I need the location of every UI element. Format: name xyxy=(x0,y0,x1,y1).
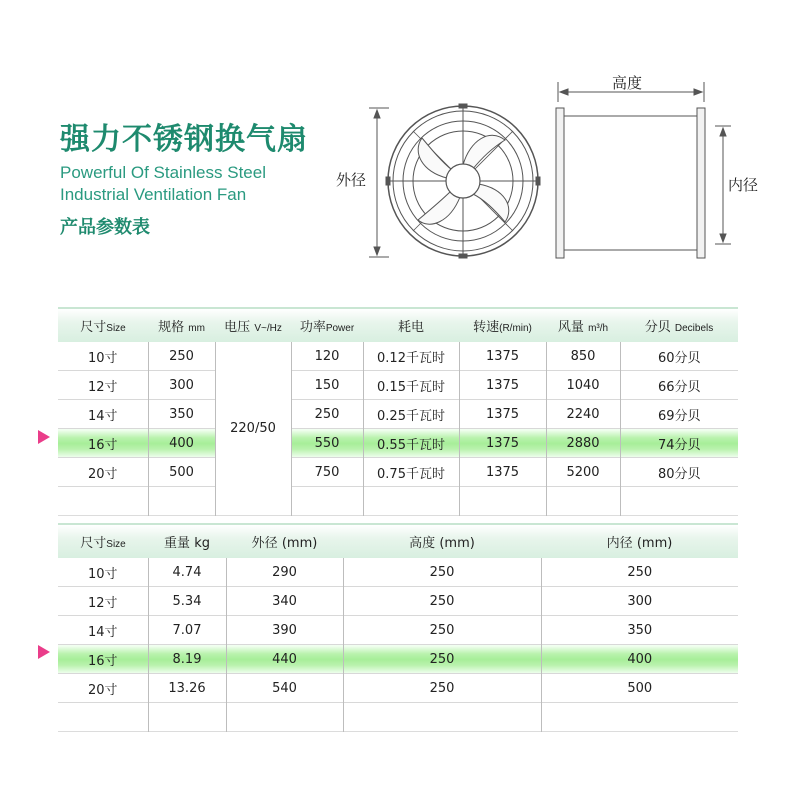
cell-consumption: 0.15千瓦时 xyxy=(363,371,459,400)
column-header-voltage: 电压 V~/Hz xyxy=(215,308,291,342)
cell-inner: 500 xyxy=(541,674,738,703)
cell-airflow: 1040 xyxy=(546,371,620,400)
cell-size: 10寸 xyxy=(87,566,118,582)
column-header-speed: 转速(R/min) xyxy=(459,308,546,342)
inner-diameter-label: 内径 xyxy=(728,176,759,194)
cell-empty xyxy=(541,703,738,732)
section-subtitle: 产品参数表 xyxy=(60,217,150,238)
english-title-line-1: Powerful Of Stainless Steel xyxy=(60,163,266,182)
cell-size: 10寸 xyxy=(87,350,118,366)
cell-consumption: 0.55千瓦时 xyxy=(363,429,459,458)
cell-empty xyxy=(620,487,738,516)
cell-weight: 7.07 xyxy=(148,616,226,645)
cell-consumption: 0.25千瓦时 xyxy=(363,400,459,429)
column-header-consumption: 耗电 xyxy=(363,308,459,342)
cell-outer: 540 xyxy=(226,674,343,703)
cell-inner: 400 xyxy=(541,645,738,674)
table-header-row xyxy=(58,524,738,558)
cell-airflow: 850 xyxy=(546,342,620,371)
column-header-outer: 外径 (mm) xyxy=(226,524,343,558)
cell-airflow: 2880 xyxy=(546,429,620,458)
column-header-weight: 重量 kg xyxy=(148,524,226,558)
cell-weight: 4.74 xyxy=(148,558,226,587)
column-header-size: 尺寸Size xyxy=(58,308,148,342)
cell-size: 12寸 xyxy=(87,379,118,395)
fan-side-view xyxy=(556,108,705,258)
column-header-size: 尺寸Size xyxy=(58,524,148,558)
fan-front-view xyxy=(386,104,540,258)
cell-spec: 400 xyxy=(148,429,215,458)
column-header-power: 功率Power xyxy=(291,308,363,342)
cell-height: 250 xyxy=(343,674,541,703)
cell-empty xyxy=(148,487,215,516)
cell-size: 20寸 xyxy=(87,466,118,482)
cell-speed: 1375 xyxy=(459,458,546,487)
outer-diameter-label: 外径 xyxy=(336,171,367,189)
cell-outer: 440 xyxy=(226,645,343,674)
table-row xyxy=(58,558,738,587)
cell-empty xyxy=(58,703,148,732)
page-title: 强力不锈钢换气扇 xyxy=(60,122,308,157)
table-row-highlighted xyxy=(58,429,738,458)
cell-power: 150 xyxy=(291,371,363,400)
cell-inner: 350 xyxy=(541,616,738,645)
cell-power: 250 xyxy=(291,400,363,429)
table-row xyxy=(58,458,738,487)
english-title-line-2: Industrial Ventilation Fan xyxy=(60,185,247,204)
cell-spec: 300 xyxy=(148,371,215,400)
cell-size: 16寸 xyxy=(58,645,148,674)
table-header-row xyxy=(58,308,738,342)
cell-size: 14寸 xyxy=(87,408,118,424)
table-row-highlighted xyxy=(58,645,738,674)
table-row xyxy=(58,674,738,703)
cell-empty xyxy=(343,703,541,732)
cell-size: 14寸 xyxy=(87,624,118,640)
cell-empty xyxy=(291,487,363,516)
cell-empty xyxy=(546,487,620,516)
cell-power: 120 xyxy=(291,342,363,371)
cell-speed: 1375 xyxy=(459,429,546,458)
cell-voltage: 220/50 xyxy=(215,342,291,516)
column-header-inner: 内径 (mm) xyxy=(541,524,738,558)
performance-table xyxy=(58,307,738,516)
cell-power: 550 xyxy=(291,429,363,458)
cell-outer: 290 xyxy=(226,558,343,587)
cell-decibel: 74分贝 xyxy=(620,429,738,458)
table-row-empty xyxy=(58,487,738,516)
cell-weight: 5.34 xyxy=(148,587,226,616)
cell-weight: 8.19 xyxy=(148,645,226,674)
cell-empty xyxy=(459,487,546,516)
cell-empty xyxy=(363,487,459,516)
cell-height: 250 xyxy=(343,587,541,616)
column-header-spec: 规格 mm xyxy=(148,308,215,342)
cell-size: 12寸 xyxy=(87,595,118,611)
cell-spec: 250 xyxy=(148,342,215,371)
fan-diagram xyxy=(0,0,800,300)
cell-inner: 300 xyxy=(541,587,738,616)
highlight-arrow-icon xyxy=(38,645,50,659)
cell-height: 250 xyxy=(343,645,541,674)
table-row xyxy=(58,400,738,429)
cell-empty xyxy=(226,703,343,732)
cell-speed: 1375 xyxy=(459,400,546,429)
cell-power: 750 xyxy=(291,458,363,487)
cell-empty xyxy=(58,487,148,516)
cell-decibel: 80分贝 xyxy=(620,458,738,487)
cell-airflow: 2240 xyxy=(546,400,620,429)
cell-decibel: 66分贝 xyxy=(620,371,738,400)
table-row xyxy=(58,371,738,400)
cell-height: 250 xyxy=(343,616,541,645)
table-row-empty xyxy=(58,703,738,732)
cell-size: 16寸 xyxy=(58,429,148,458)
cell-empty xyxy=(148,703,226,732)
column-header-airflow: 风量 m³/h xyxy=(546,308,620,342)
column-header-height: 高度 (mm) xyxy=(343,524,541,558)
cell-spec: 350 xyxy=(148,400,215,429)
dimensions-table xyxy=(58,523,738,732)
cell-decibel: 69分贝 xyxy=(620,400,738,429)
cell-outer: 390 xyxy=(226,616,343,645)
table-row xyxy=(58,587,738,616)
cell-weight: 13.26 xyxy=(148,674,226,703)
cell-decibel: 60分贝 xyxy=(620,342,738,371)
cell-spec: 500 xyxy=(148,458,215,487)
height-label: 高度 xyxy=(612,74,643,92)
cell-size: 20寸 xyxy=(87,682,118,698)
cell-speed: 1375 xyxy=(459,342,546,371)
column-header-decibel: 分贝 Decibels xyxy=(620,308,738,342)
cell-speed: 1375 xyxy=(459,371,546,400)
cell-inner: 250 xyxy=(541,558,738,587)
cell-height: 250 xyxy=(343,558,541,587)
cell-airflow: 5200 xyxy=(546,458,620,487)
table-row xyxy=(58,616,738,645)
table-row xyxy=(58,342,738,371)
highlight-arrow-icon xyxy=(38,430,50,444)
cell-consumption: 0.12千瓦时 xyxy=(363,342,459,371)
cell-consumption: 0.75千瓦时 xyxy=(363,458,459,487)
cell-outer: 340 xyxy=(226,587,343,616)
